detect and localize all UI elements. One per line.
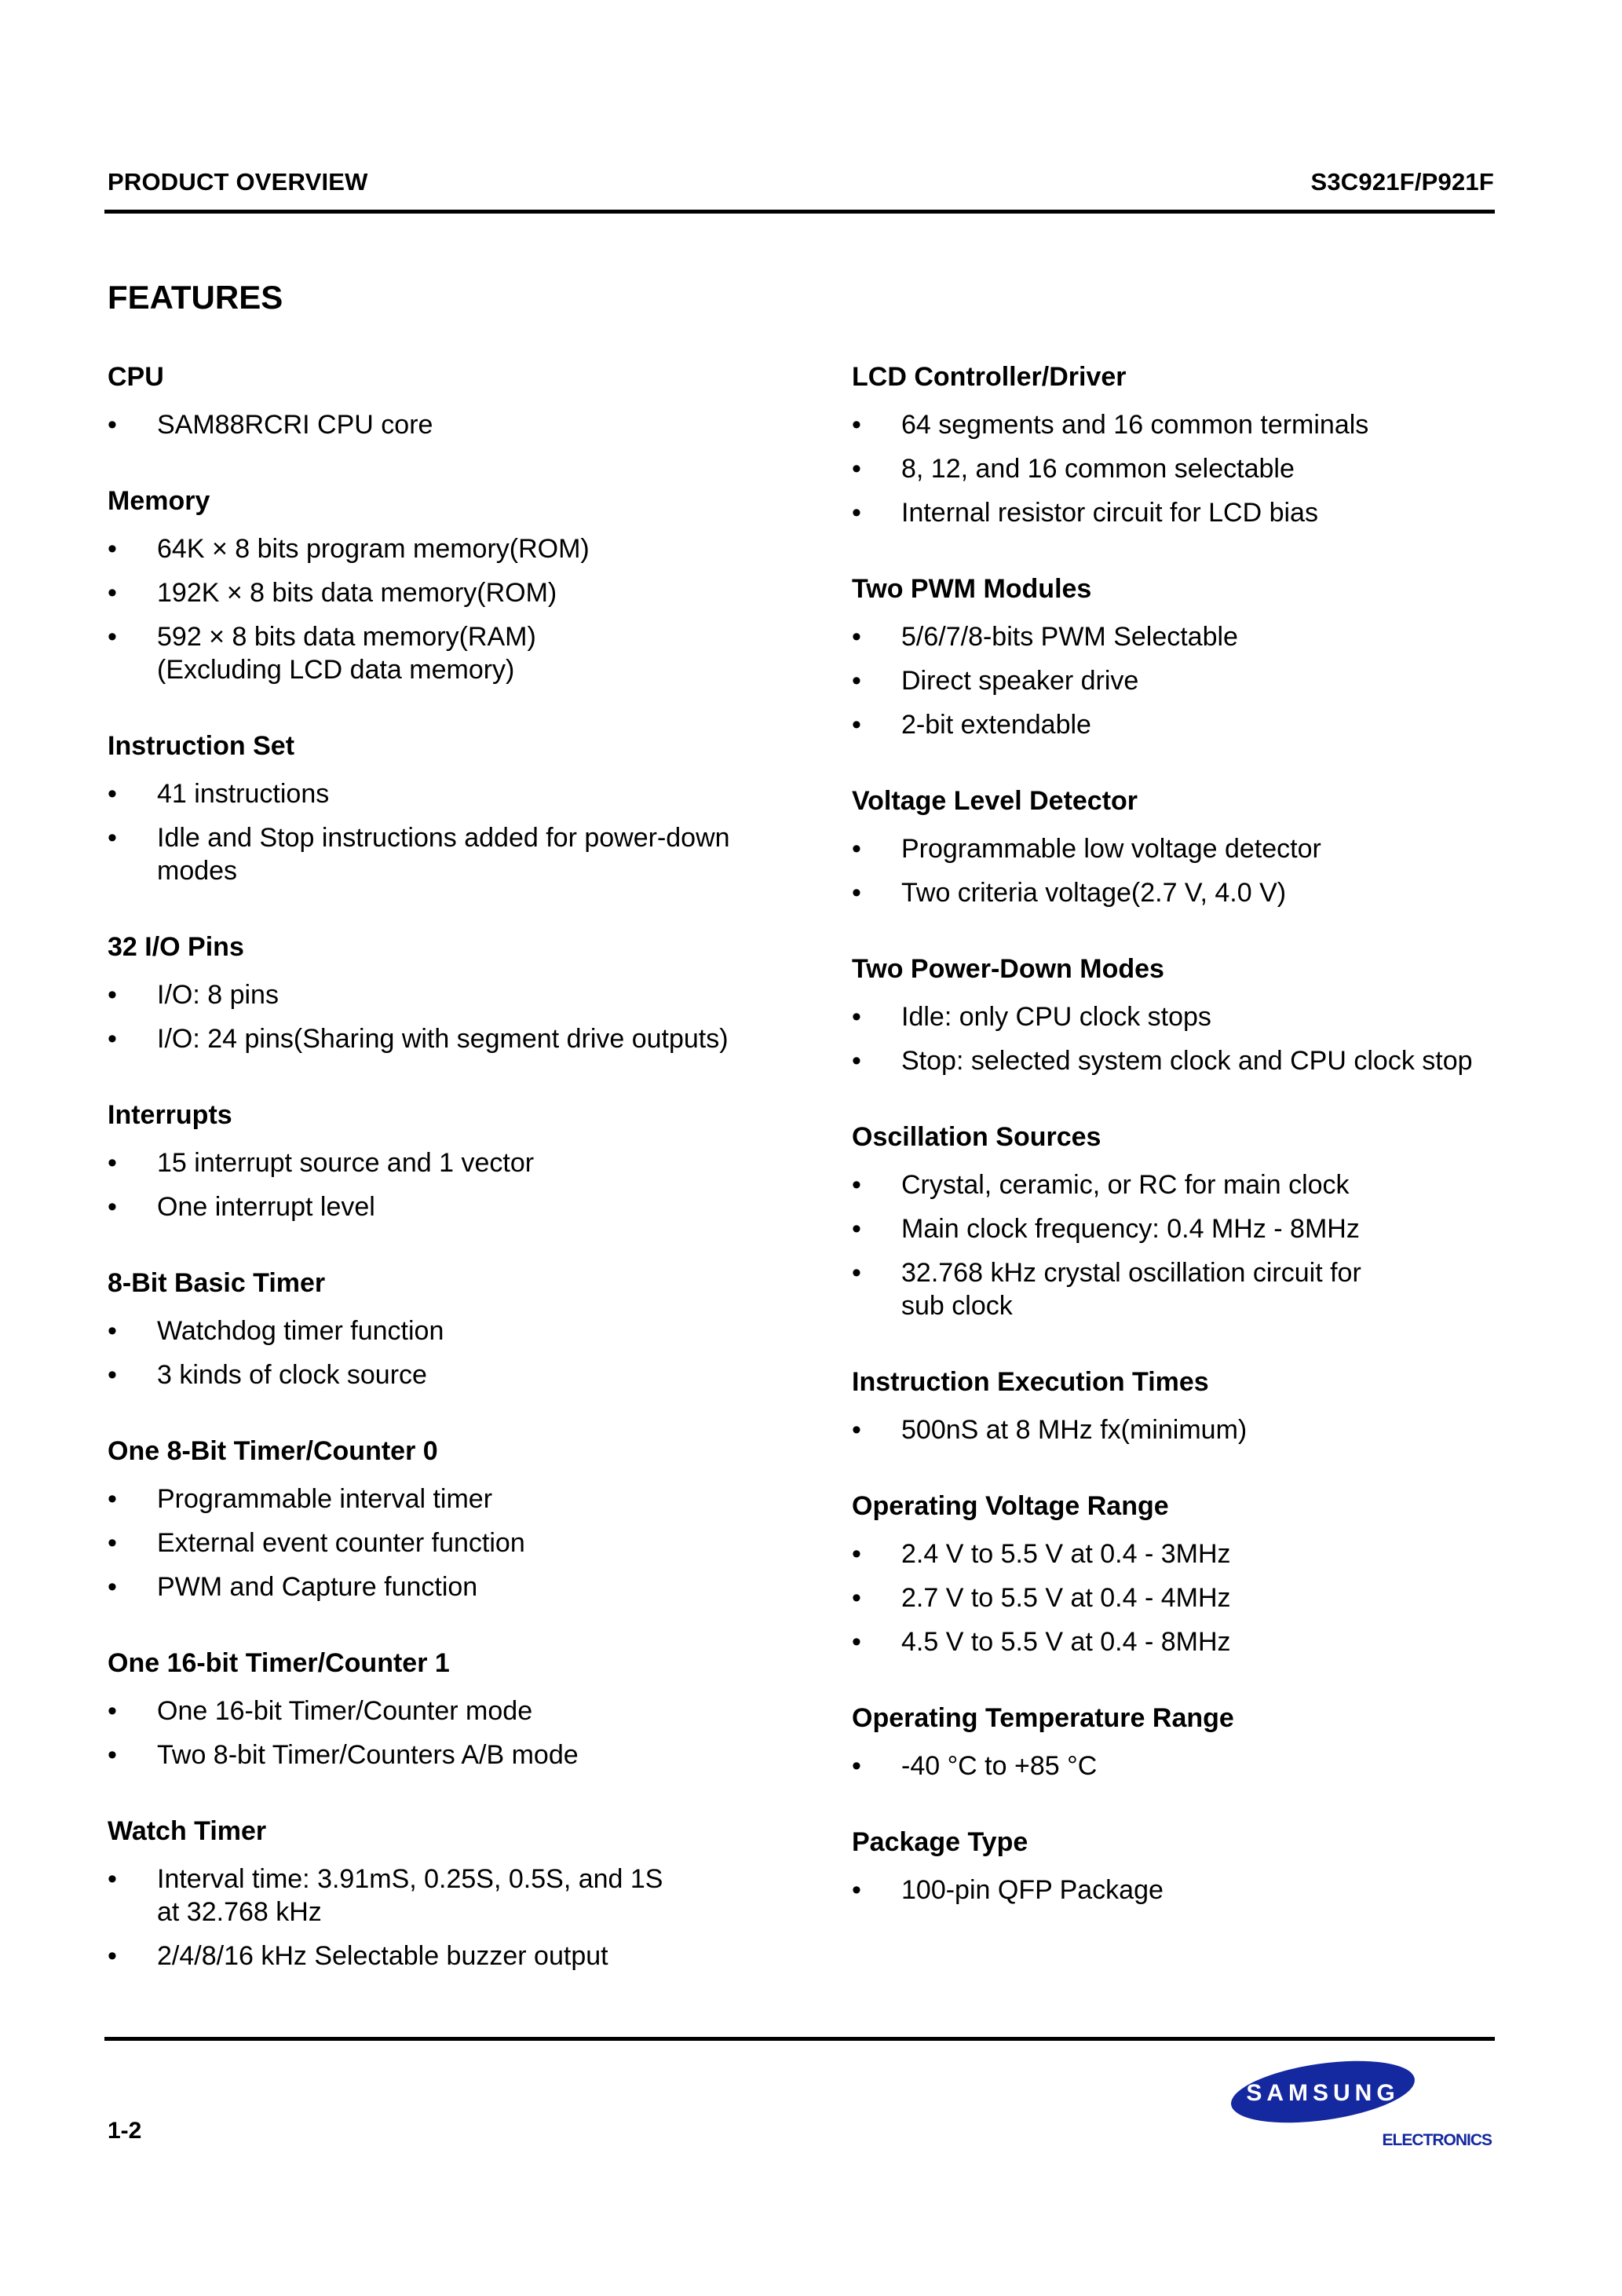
list-item xyxy=(852,832,1527,865)
feature-section-title: One 16-bit Timer/Counter 1 xyxy=(108,1648,450,1678)
list-item xyxy=(108,821,783,887)
list-item-text: 3 kinds of clock source xyxy=(157,1360,427,1390)
list-item-text: 2-bit extendable xyxy=(901,710,1091,740)
bullet-icon: • xyxy=(108,622,117,652)
section-spacer xyxy=(852,920,1527,953)
bullet-icon: • xyxy=(108,1572,117,1602)
feature-section xyxy=(108,1647,783,1815)
samsung-logo xyxy=(1229,2057,1496,2152)
section-spacer xyxy=(852,1457,1527,1490)
feature-list xyxy=(852,1413,1527,1446)
bullet-icon: • xyxy=(852,834,861,864)
section-spacer xyxy=(108,1614,783,1647)
bullet-icon: • xyxy=(852,622,861,652)
bullet-icon: • xyxy=(108,1941,117,1971)
section-spacer xyxy=(108,452,783,485)
feature-list xyxy=(852,1168,1527,1322)
feature-section-title: One 8-Bit Timer/Counter 0 xyxy=(108,1436,438,1466)
feature-section xyxy=(108,485,783,730)
feature-section-title: Two PWM Modules xyxy=(852,574,1092,604)
list-item-text: 500nS at 8 MHz fx(minimum) xyxy=(901,1415,1248,1445)
list-item xyxy=(852,1874,1527,1907)
list-item xyxy=(852,1749,1527,1782)
list-item xyxy=(108,777,783,810)
list-item-text: 100-pin QFP Package xyxy=(901,1875,1164,1905)
list-item xyxy=(852,408,1527,441)
bullet-icon: • xyxy=(108,1316,117,1346)
list-item xyxy=(108,1570,783,1603)
page-number: 1-2 xyxy=(108,2118,142,2144)
bullet-icon: • xyxy=(852,454,861,484)
feature-section-title: Watch Timer xyxy=(108,1816,267,1846)
list-item xyxy=(108,1863,783,1929)
list-item-text: 32.768 kHz crystal oscillation circuit for sub clock xyxy=(901,1258,1361,1321)
list-item-text: Programmable low voltage detector xyxy=(901,834,1321,864)
list-item xyxy=(108,1022,783,1055)
feature-section-title: Voltage Level Detector xyxy=(852,786,1138,816)
feature-list xyxy=(852,620,1527,741)
footer-divider xyxy=(104,2037,1495,2041)
list-item xyxy=(852,1044,1527,1077)
bullet-icon: • xyxy=(108,534,117,564)
list-item xyxy=(852,452,1527,485)
feature-section-title: Interrupts xyxy=(108,1100,232,1130)
list-item xyxy=(108,1483,783,1515)
list-item-text: 592 × 8 bits data memory(RAM) (Excluding LCD data memory) xyxy=(157,622,536,685)
bullet-icon: • xyxy=(852,1170,861,1200)
feature-list xyxy=(852,832,1527,909)
list-item xyxy=(108,1314,783,1347)
feature-list xyxy=(852,1537,1527,1658)
bullet-icon: • xyxy=(108,410,117,440)
list-item-text: 2.4 V to 5.5 V at 0.4 - 3MHz xyxy=(901,1539,1231,1569)
bullet-icon: • xyxy=(108,823,117,853)
list-item-text: I/O: 8 pins xyxy=(157,980,279,1010)
feature-section xyxy=(852,1121,1527,1366)
list-item xyxy=(108,576,783,609)
list-item-text: Internal resistor circuit for LCD bias xyxy=(901,498,1318,528)
list-item-text: 15 interrupt source and 1 vector xyxy=(157,1148,535,1178)
feature-section xyxy=(108,931,783,1099)
bullet-icon: • xyxy=(108,1740,117,1770)
bullet-icon: • xyxy=(108,779,117,809)
bullet-icon: • xyxy=(108,1864,117,1894)
section-spacer xyxy=(108,898,783,931)
feature-section xyxy=(852,785,1527,953)
feature-section xyxy=(108,730,783,931)
feature-section-title: LCD Controller/Driver xyxy=(852,362,1127,392)
bullet-icon: • xyxy=(852,410,861,440)
feature-section-title: Instruction Execution Times xyxy=(852,1367,1209,1397)
feature-list xyxy=(852,1749,1527,1782)
list-item-text: PWM and Capture function xyxy=(157,1572,478,1602)
bullet-icon: • xyxy=(852,1875,861,1905)
header-divider xyxy=(104,210,1495,214)
list-item xyxy=(108,1940,783,1972)
feature-section-title: Operating Temperature Range xyxy=(852,1703,1234,1733)
bullet-icon: • xyxy=(852,666,861,696)
list-item-text: 64K × 8 bits program memory(ROM) xyxy=(157,534,590,564)
feature-section xyxy=(108,1815,783,1972)
bullet-icon: • xyxy=(852,1046,861,1076)
list-item-text: Programmable interval timer xyxy=(157,1484,493,1514)
list-item-text: One 16-bit Timer/Counter mode xyxy=(157,1696,533,1726)
feature-section xyxy=(852,953,1527,1121)
list-item xyxy=(108,1146,783,1179)
section-spacer xyxy=(108,1234,783,1267)
list-item-text: 192K × 8 bits data memory(ROM) xyxy=(157,578,557,608)
list-item-text: Stop: selected system clock and CPU clock stop xyxy=(901,1046,1473,1076)
bullet-icon: • xyxy=(108,1192,117,1222)
list-item-text: 4.5 V to 5.5 V at 0.4 - 8MHz xyxy=(901,1627,1231,1657)
list-item-text: Crystal, ceramic, or RC for main clock xyxy=(901,1170,1350,1200)
logo-text: SAMSUNG xyxy=(1246,2080,1400,2106)
header-section-title: PRODUCT OVERVIEW xyxy=(108,168,368,196)
list-item xyxy=(852,708,1527,741)
feature-list xyxy=(108,1146,783,1223)
feature-list xyxy=(108,408,783,441)
bullet-icon: • xyxy=(108,980,117,1010)
list-item xyxy=(108,620,783,686)
section-spacer xyxy=(852,1333,1527,1366)
list-item-text: 2.7 V to 5.5 V at 0.4 - 4MHz xyxy=(901,1583,1231,1613)
bullet-icon: • xyxy=(852,1002,861,1032)
section-spacer xyxy=(108,1782,783,1815)
list-item-text: External event counter function xyxy=(157,1528,525,1558)
feature-section-title: 8-Bit Basic Timer xyxy=(108,1268,326,1298)
bullet-icon: • xyxy=(108,1528,117,1558)
list-item-text: Interval time: 3.91mS, 0.25S, 0.5S, and 1S at 32.768 kHz xyxy=(157,1864,663,1927)
header-part-number: S3C921F/P921F xyxy=(1310,168,1494,196)
list-item-text: -40 °C to +85 °C xyxy=(901,1751,1098,1781)
list-item-text: Idle: only CPU clock stops xyxy=(901,1002,1211,1032)
page-title: FEATURES xyxy=(108,279,283,316)
list-item-text: Watchdog timer function xyxy=(157,1316,444,1346)
feature-section xyxy=(108,361,783,485)
section-spacer xyxy=(852,1088,1527,1121)
list-item-text: Idle and Stop instructions added for power-down modes xyxy=(157,823,730,886)
bullet-icon: • xyxy=(108,1360,117,1390)
feature-list xyxy=(108,1863,783,1972)
list-item xyxy=(108,1190,783,1223)
right-feature-column xyxy=(852,361,1527,1918)
feature-section xyxy=(108,1435,783,1647)
list-item-text: Two 8-bit Timer/Counters A/B mode xyxy=(157,1740,579,1770)
bullet-icon: • xyxy=(852,1583,861,1613)
section-spacer xyxy=(108,697,783,730)
section-spacer xyxy=(852,752,1527,785)
feature-list xyxy=(108,1695,783,1771)
list-item-text: Two criteria voltage(2.7 V, 4.0 V) xyxy=(901,878,1287,908)
list-item-text: Direct speaker drive xyxy=(901,666,1139,696)
bullet-icon: • xyxy=(108,1696,117,1726)
list-item-text: 2/4/8/16 kHz Selectable buzzer output xyxy=(157,1941,608,1971)
logo-subtext: ELECTRONICS xyxy=(1382,2131,1492,2149)
list-item-text: One interrupt level xyxy=(157,1192,375,1222)
feature-section-title: Operating Voltage Range xyxy=(852,1491,1169,1521)
list-item xyxy=(852,1625,1527,1658)
feature-section xyxy=(108,1267,783,1435)
feature-section-title: CPU xyxy=(108,362,164,392)
bullet-icon: • xyxy=(852,498,861,528)
bullet-icon: • xyxy=(852,1539,861,1569)
bullet-icon: • xyxy=(852,1415,861,1445)
list-item-text: Main clock frequency: 0.4 MHz - 8MHz xyxy=(901,1214,1360,1244)
bullet-icon: • xyxy=(852,1214,861,1244)
feature-list xyxy=(108,1314,783,1391)
list-item xyxy=(852,1537,1527,1570)
feature-section xyxy=(852,361,1527,573)
list-item-text: SAM88RCRI CPU core xyxy=(157,410,433,440)
list-item-text: 5/6/7/8-bits PWM Selectable xyxy=(901,622,1238,652)
left-feature-column xyxy=(108,361,783,1983)
list-item-text: 8, 12, and 16 common selectable xyxy=(901,454,1295,484)
list-item xyxy=(852,1581,1527,1614)
feature-section xyxy=(852,1366,1527,1490)
feature-list xyxy=(108,777,783,887)
bullet-icon: • xyxy=(852,878,861,908)
feature-list xyxy=(108,1483,783,1603)
list-item xyxy=(852,1256,1527,1322)
bullet-icon: • xyxy=(108,1024,117,1054)
bullet-icon: • xyxy=(852,1627,861,1657)
list-item xyxy=(852,1168,1527,1201)
section-spacer xyxy=(852,1793,1527,1826)
list-item-text: I/O: 24 pins(Sharing with segment drive outputs) xyxy=(157,1024,729,1054)
list-item xyxy=(852,664,1527,697)
feature-section xyxy=(852,1490,1527,1702)
bullet-icon: • xyxy=(852,1258,861,1288)
bullet-icon: • xyxy=(852,710,861,740)
feature-section-title: Two Power-Down Modes xyxy=(852,954,1164,984)
list-item-text: 41 instructions xyxy=(157,779,330,809)
feature-section-title: Memory xyxy=(108,486,210,516)
section-spacer xyxy=(852,540,1527,573)
feature-section xyxy=(108,1099,783,1267)
bullet-icon: • xyxy=(108,1148,117,1178)
section-spacer xyxy=(108,1066,783,1099)
feature-section-title: 32 I/O Pins xyxy=(108,932,244,962)
feature-list xyxy=(852,408,1527,529)
list-item-text: 64 segments and 16 common terminals xyxy=(901,410,1369,440)
list-item xyxy=(852,496,1527,529)
section-spacer xyxy=(108,1402,783,1435)
feature-section xyxy=(852,573,1527,785)
list-item xyxy=(108,532,783,565)
section-spacer xyxy=(852,1669,1527,1702)
list-item xyxy=(852,1413,1527,1446)
feature-section-title: Oscillation Sources xyxy=(852,1122,1101,1152)
bullet-icon: • xyxy=(852,1751,861,1781)
feature-section-title: Package Type xyxy=(852,1827,1028,1857)
list-item xyxy=(852,620,1527,653)
list-item xyxy=(108,1738,783,1771)
list-item xyxy=(108,978,783,1011)
list-item xyxy=(108,1695,783,1727)
list-item xyxy=(852,1212,1527,1245)
feature-section-title: Instruction Set xyxy=(108,731,295,761)
feature-list xyxy=(108,532,783,686)
bullet-icon: • xyxy=(108,578,117,608)
feature-list xyxy=(852,1000,1527,1077)
list-item xyxy=(108,408,783,441)
list-item xyxy=(108,1526,783,1559)
feature-section xyxy=(852,1702,1527,1826)
feature-section xyxy=(852,1826,1527,1907)
list-item xyxy=(852,876,1527,909)
bullet-icon: • xyxy=(108,1484,117,1514)
list-item xyxy=(852,1000,1527,1033)
list-item xyxy=(108,1358,783,1391)
feature-list xyxy=(852,1874,1527,1907)
feature-list xyxy=(108,978,783,1055)
